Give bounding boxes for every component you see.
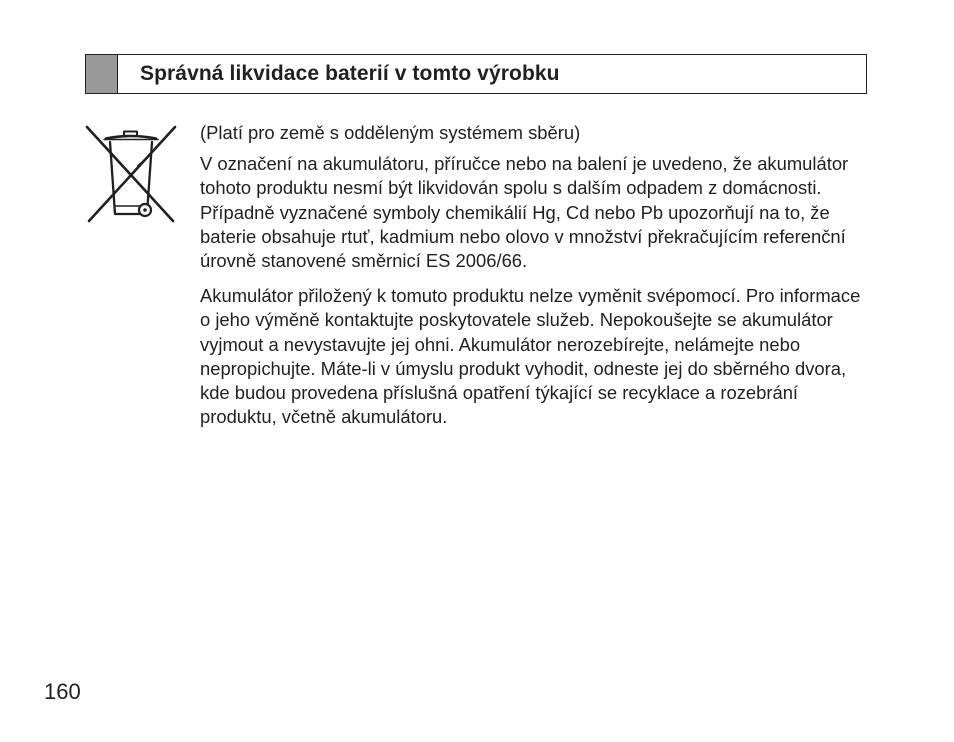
paragraph-battery-handling: Akumulátor přiložený k tomuto produktu nelze vyměnit svépomocí. Pro informace o jeho výměně kontaktujte poskytovatele služeb. Nepokoušejte se akumulátor vyjmout a nevystavujte jej ohni. Akumulátor nerozebírejte, nelámejte nebo nepropichujte. Máte-li v úmyslu produkt vyhodit, odneste jej do sběrného dvora, kde budou provedena příslušná opatření týkající se recyklace a rozebrání produktu, včetně akumulátoru. <box>200 285 861 428</box>
scope-note: (Platí pro země s odděleným systémem sběru) <box>200 122 581 143</box>
page-number: 160 <box>44 679 81 704</box>
header-tab-marker <box>86 55 118 93</box>
paragraph-battery-labelling: V označení na akumulátoru, příručce nebo na balení je uvedeno, že akumulátor tohoto produktu nesmí být likvidován spolu s dalším odpadem z domácnosti. Případně vyznačené symboly chemikálií Hg, Cd nebo Pb upozorňují na to, že baterie obsahuje rtuť, kadmium nebo olovo v množství překračujícím referenční úrovně stanovené směrnicí ES 2006/66. <box>200 153 849 272</box>
section-title: Správná likvidace baterií v tomto výrobku <box>140 62 560 85</box>
crossed-out-wheelie-bin-icon <box>84 124 178 224</box>
section-header <box>85 54 867 94</box>
disposal-text-block <box>200 121 872 429</box>
